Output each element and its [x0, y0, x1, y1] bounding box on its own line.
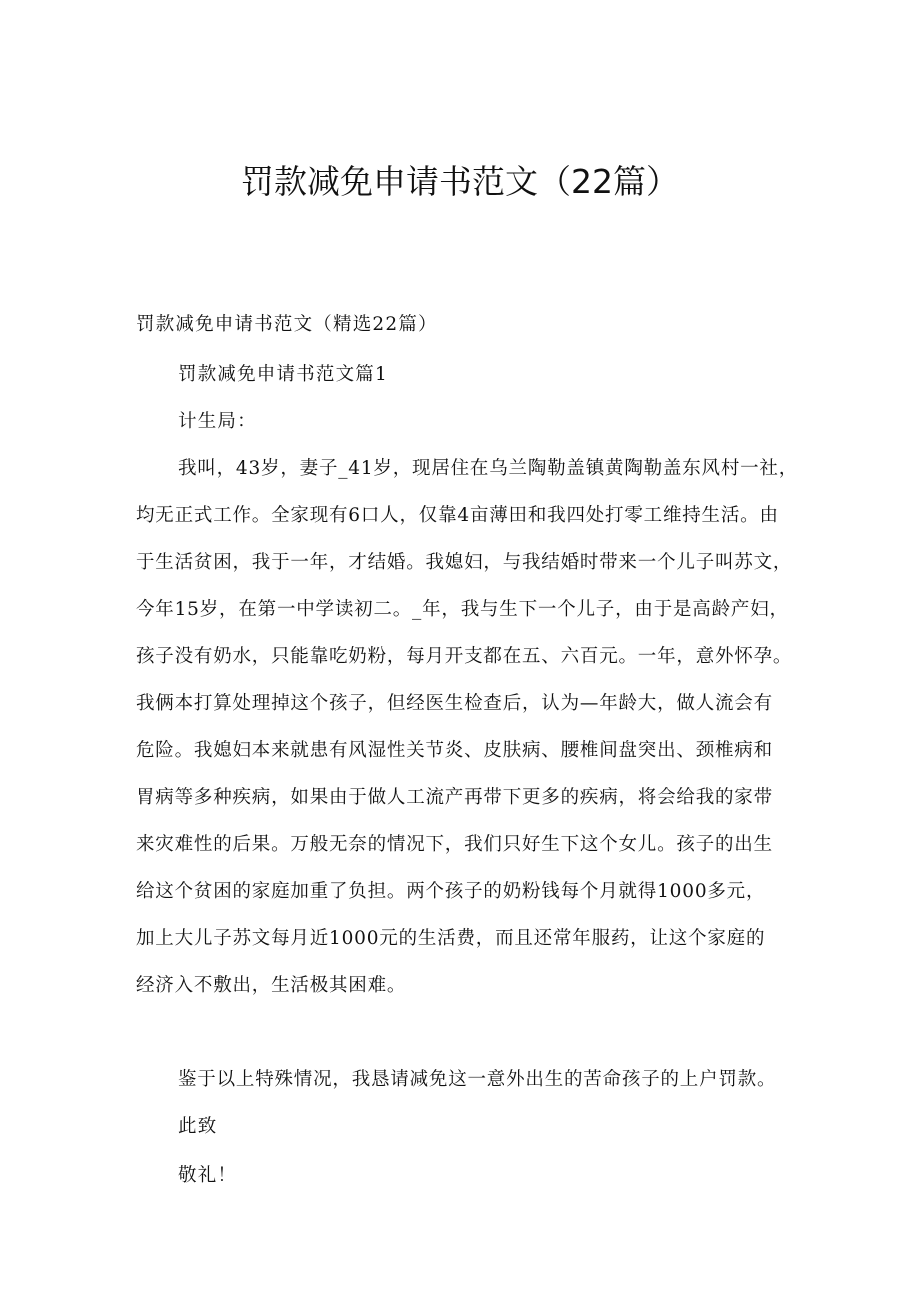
- closing-line-2: 敬礼！: [178, 1165, 238, 1186]
- body-line: 我俩本打算处理掉这个孩子，但经医生检查后，认为—年龄大，做人流会有: [136, 693, 773, 714]
- document-subtitle: 罚款减免申请书范文（精选22篇）: [136, 314, 438, 335]
- section-heading: 罚款减免申请书范文篇1: [178, 364, 388, 385]
- request-paragraph: 鉴于以上特殊情况，我恳请减免这一意外出生的苦命孩子的上户罚款。: [178, 1069, 777, 1090]
- body-line: 于生活贫困，我于一年，才结婚。我媳妇，与我结婚时带来一个儿子叫苏文，: [136, 552, 793, 573]
- body-line: 我叫，43岁，妻子_41岁，现居住在乌兰陶勒盖镇黄陶勒盖东风村一社，: [178, 458, 799, 479]
- body-line: 胃病等多种疾病，如果由于做人工流产再带下更多的疾病，将会给我的家带: [136, 787, 773, 808]
- body-line: 来灾难性的后果。万般无奈的情况下，我们只好生下这个女儿。孩子的出生: [136, 834, 773, 855]
- body-line: 危险。我媳妇本来就患有风湿性关节炎、皮肤病、腰椎间盘突出、颈椎病和: [136, 740, 773, 761]
- document-title: 罚款减免申请书范文（22篇）: [241, 162, 679, 201]
- body-line: 经济入不敷出，生活极其困难。: [136, 975, 407, 996]
- closing-line-1: 此致: [178, 1116, 218, 1137]
- body-line: 孩子没有奶水，只能靠吃奶粉，每月开支都在五、六百元。一年，意外怀孕。: [136, 646, 793, 667]
- salutation: 计生局：: [178, 411, 257, 432]
- body-line: 均无正式工作。全家现有6口人，仅靠4亩薄田和我四处打零工维持生活。由: [136, 505, 779, 526]
- body-line: 加上大儿子苏文每月近1000元的生活费，而且还常年服药，让这个家庭的: [136, 928, 766, 949]
- body-line: 给这个贫困的家庭加重了负担。两个孩子的奶粉钱每个月就得1000多元，: [136, 881, 766, 902]
- body-line: 今年15岁，在第一中学读初二。_年，我与生下一个儿子，由于是高龄产妇，: [136, 599, 789, 620]
